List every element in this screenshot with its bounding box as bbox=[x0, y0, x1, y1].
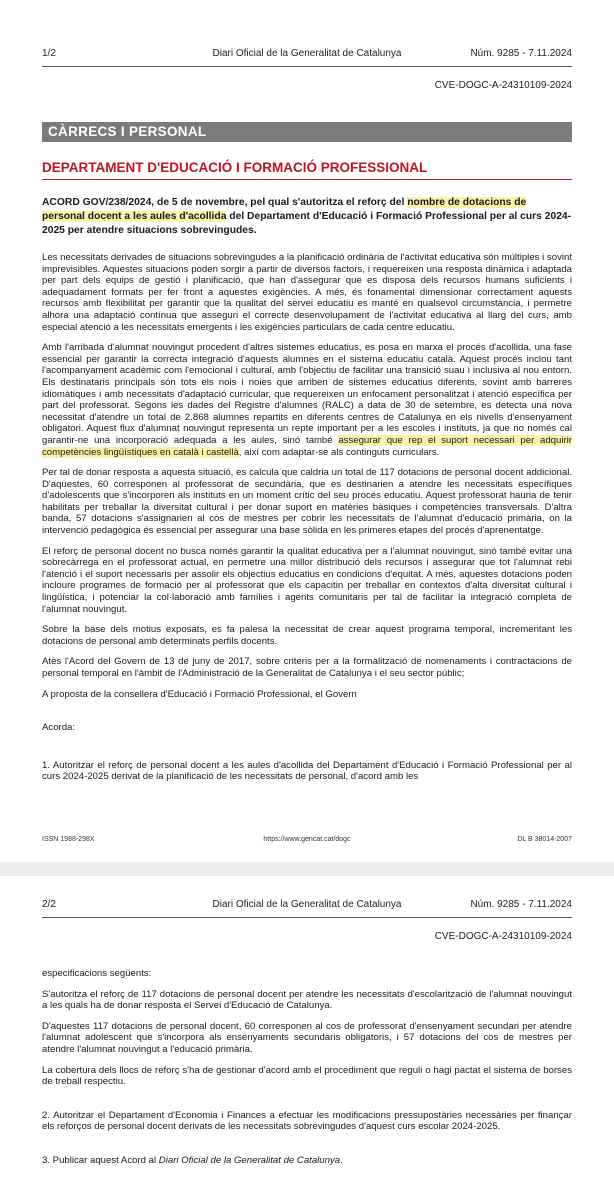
paragraph: El reforç de personal docent no busca només garantir la qualitat educativa per a l'alumnat nouvingut, sinó també evitar una sobrecàrrega en el professorat actual, en permetre una millor distribució dels recursos i assegurar que tot l'alumnat rebi l'atenció i el suport necessaris per assolir els objectius educatius en condicions d'equitat. A més, aquestes dotacions poden incloure programes de formació per al professorat que els capacitin per treballar en contextos d'alta diversitat cultural i lingüística, i potenciar la col·laboració amb famílies i agents comunitaris per tal de facilitar la integració completa de l'alumnat nouvingut. bbox=[42, 545, 572, 615]
header-rule bbox=[42, 66, 572, 67]
issue-number: Núm. 9285 - 7.11.2024 bbox=[470, 48, 572, 59]
agreement-title: ACORD GOV/238/2024, de 5 de novembre, pel qual s'autoritza el reforç del nombre de dotacions de personal docent a les aules d'acollida del Departament d'Educació i Formació Professional per al curs 2024-2025 per atendre situacions sobrevingudes. bbox=[42, 197, 572, 236]
issn: ISSN 1988-298X bbox=[42, 836, 95, 843]
paragraph: 3. Publicar aquest Acord al Diari Oficial de la Generalitat de Catalunya. bbox=[42, 1154, 343, 1166]
paragraph: Per tal de donar resposta a aquesta situació, es calcula que caldria un total de 117 dotacions de personal docent addicional. D'aquestes, 60 corresponen al professorat de secundària, que es destinarien a atendre les necessitats específiques d'adolescents que s'incorporen als instituts en un moment crític del seu procés educatiu. Aquest professorat hauria de tenir habilitats per treballar la diversitat cultural i per donar suport en matèries bàsiques i competències transversals. D'altra banda, 57 dotacions s'assignarien al cos de mestres per cobrir les necessitats de l'alumnat d'educació primària, on la intervenció pedagògica és essencial per assegurar una base sòlida en les primeres etapes del procés d'aprenentatge. bbox=[42, 467, 572, 537]
highlighted-text: nombre de dotacions de personal docent a les aules d'acollida bbox=[42, 197, 527, 222]
paragraph: Acorda: bbox=[42, 722, 76, 734]
document-body bbox=[42, 968, 572, 1176]
cve-code: CVE-DOGC-A-24310109-2024 bbox=[434, 931, 572, 942]
paragraph: especificacions següents: bbox=[42, 968, 152, 979]
paragraph: A proposta de la consellera d'Educació i Formació Professional, el Govern bbox=[42, 688, 357, 700]
journal-name: Diari Oficial de la Generalitat de Catalunya bbox=[212, 899, 402, 910]
document-page-2 bbox=[0, 876, 614, 1200]
header-rule bbox=[42, 917, 572, 918]
page-number: 2/2 bbox=[42, 899, 56, 910]
paragraph: Amb l'arribada d'alumnat nouvingut procedent d'altres sistemes educatius, es posa en marxa el procés d'acollida, una fase essencial per garantir la correcta integració d'aquests alumnes en el sistema educatiu català. Aquest procés inclou tant l'acompanyament acadèmic com l'emocional i cultural, amb l'objectiu de facilitar una transició suau i inclusiva al nou entorn. Els destinataris principals són tots els nois i noies que arriben de sistemes educatius diferents, sovint amb barreres idiomàtiques i amb necessitats d'adaptació curricular, que requereixen un enfocament personalitzat i atenció específica per part del professorat. Segons les dades del Registre d'alumnes (RALC) a data de 30 de setembre, es detecta una nova necessitat d'atendre un total de 2.868 alumnes repartits en diferents centres de Catalunya en els nivells d'ensenyament obligatori. Aquest flux d'alumnat nouvingut representa un repte important per a les escoles i instituts, ja que no només cal garantir-ne una incorporació adequada a les aules, sinó també assegurar que rep el suport necessari per adquirir competències lingüístiques en català i castellà, així com adaptar-se als continguts curriculars. bbox=[42, 342, 572, 458]
issue-number: Núm. 9285 - 7.11.2024 bbox=[470, 899, 572, 910]
cve-code: CVE-DOGC-A-24310109-2024 bbox=[434, 80, 572, 91]
department-title: DEPARTAMENT D'EDUCACIÓ I FORMACIÓ PROFESSIONAL bbox=[42, 160, 572, 180]
page-number: 1/2 bbox=[42, 48, 56, 59]
paragraph: Atès l'Acord del Govern de 13 de juny de 2017, sobre criteris per a la formalització de nomenaments i contractacions de personal temporal en l'àmbit de l'Administració de la Generalitat de Catalunya i el seu sector públic; bbox=[42, 656, 572, 679]
paragraph: La cobertura dels llocs de reforç s'ha de gestionar d'acord amb el procediment que reguli o hagi pactat el sistema de borses de treball respectiu. bbox=[42, 1064, 572, 1088]
section-title: CÀRRECS I PERSONAL bbox=[42, 122, 572, 142]
journal-name: Diari Oficial de la Generalitat de Catalunya bbox=[212, 48, 402, 59]
paragraph: S'autoritza el reforç de 117 dotacions de personal docent per atendre les necessitats d'escolarització de l'alumnat nouvingut a les quals ha de donar resposta el Servei d'Educació de Catalunya. bbox=[42, 988, 572, 1012]
paragraph: 1. Autoritzar el reforç de personal docent a les aules d'acollida del Departament d'Educació i Formació Professional per al curs 2024-2025 derivat de la planificació de les necessitats de personal, d'acord amb les bbox=[42, 759, 572, 783]
paragraph: D'aquestes 117 dotacions de personal docent, 60 corresponen al cos de professorat d'ensenyament secundari per atendre l'alumnat adolescent que s'incorpora als ensenyaments secundaris obligatoris, i 57 dotacions del cos de mestres per atendre l'alumnat nouvingut a l'educació primària. bbox=[42, 1020, 572, 1055]
paragraph: 2. Autoritzar el Departament d'Economia i Finances a efectuar les modificacions pressupostàries necessàries per finançar els reforços de personal docent derivats de les necessitats sobrevingudes d'aquest curs escolar 2024-2025. bbox=[42, 1109, 572, 1133]
journal-url: https://www.gencat.cat/dogc bbox=[263, 836, 351, 843]
highlighted-text: assegurar que rep el suport necessari per adquirir competències lingüístiques en català i castellà bbox=[42, 434, 572, 458]
document-body bbox=[42, 252, 572, 792]
paragraph: Les necessitats derivades de situacions sobrevingudes a la planificació ordinària de l'activitat educativa són múltiples i sovint imprevisibles. Aquestes situacions poden sorgir a partir de diversos factors, i requereixen una resposta dinàmica i adaptada per part dels equips de gestió i planificació, que han d'assegurar que es disposa dels recursos humans suficients i adequadament formats per fer front a aquestes exigències. A més, és fonamental dimensionar correctament aquests recursos amb flexibilitat per garantir que la qualitat del servei educatiu es manté en qualsevol circumstància, i permetre alhora una adaptació contínua que asseguri el correcte desenvolupament de l'activitat educativa al llarg del curs, amb especial atenció a les necessitats emergents i les exigències particulars de cada centre educatiu. bbox=[42, 252, 572, 333]
paragraph: Sobre la base dels motius exposats, es fa palesa la necessitat de crear aquest programa temporal, incrementant les dotacions de personal amb determinats perfils docents. bbox=[42, 624, 572, 647]
legal-deposit: DL B 38014-2007 bbox=[517, 836, 572, 843]
